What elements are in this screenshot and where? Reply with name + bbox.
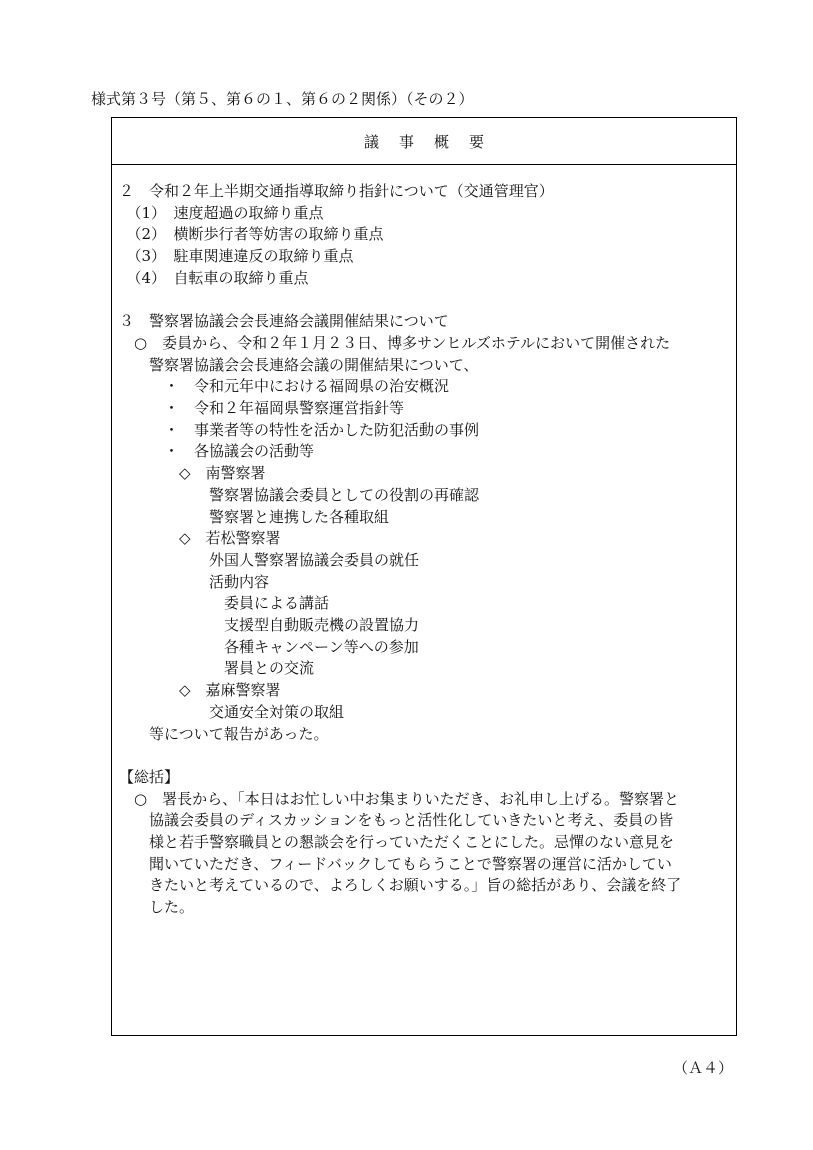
page-title: 議事概要: [363, 132, 504, 151]
summary-line: 署員との交流: [224, 659, 315, 678]
summary-line: 【総括】: [119, 767, 180, 786]
summary-line: 支援型自動販売機の設置協力: [224, 616, 420, 634]
summary-line: 委員による講話: [224, 594, 330, 613]
summary-line: （4） 自転車の取締り重点: [126, 268, 309, 287]
summary-line: ２ 令和２年上半期交通指導取締り指針について（交通管理官）: [119, 182, 554, 200]
paper-size-label: （Ａ４）: [672, 1059, 733, 1077]
summary-line: 等について報告があった。: [149, 724, 329, 743]
summary-line: 交通安全対策の取組: [209, 702, 345, 721]
summary-frame: [111, 117, 737, 1036]
summary-line: 活動内容: [209, 572, 270, 591]
summary-line: 様と若手警察職員との懇談会を行っていただくことにした。忌憚のない意見を: [149, 833, 675, 851]
summary-line: した。: [149, 898, 195, 917]
summary-line: 聞いていただき、フィードバックしてもらうことで警察署の運営に活かしてい: [149, 854, 672, 873]
summary-line: ◇ 南警察署: [179, 464, 266, 483]
summary-line: （1） 速度超過の取締り重点: [126, 203, 324, 222]
summary-line: ・ 令和２年福岡県警察運営指針等: [164, 399, 405, 417]
summary-line: （2） 横断歩行者等妨害の取締り重点: [126, 225, 384, 244]
summary-line: ・ 事業者等の特性を活かした防犯活動の事例: [164, 420, 480, 439]
summary-line: 外国人警察署協議会委員の就任: [209, 550, 420, 569]
summary-line: 警察署と連携した各種取組: [209, 507, 390, 526]
summary-line: 協議会委員のディスカッションをもっと活性化していきたいと考え、委員の皆: [149, 811, 674, 830]
summary-line: 警察署協議会委員としての役割の再確認: [209, 485, 480, 504]
summary-line: ◇ 嘉麻警察署: [179, 681, 281, 700]
summary-line: 各種キャンペーン等への参加: [224, 637, 419, 656]
summary-line: ○ 署長から、「本日はお忙しい中お集まりいただき、お礼申し上げる。警察署と: [134, 789, 679, 808]
summary-line: 警察署協議会会長連絡会議の開催結果について、: [149, 355, 479, 374]
summary-line: ・ 令和元年中における福岡県の治安概況: [164, 377, 450, 396]
summary-line: きたいと考えているので、よろしくお願いする。」旨の総括があり、会議を終了: [149, 876, 682, 895]
summary-line: ・ 各協議会の活動等: [164, 442, 315, 461]
summary-line: ○ 委員から、令和２年１月２３日、博多サンヒルズホテルにおいて開催された: [134, 333, 671, 352]
summary-line: （3） 駐車関連違反の取締り重点: [126, 247, 354, 266]
frame-title: [112, 118, 736, 165]
summary-line: ◇ 若松警察署: [179, 529, 281, 548]
form-label: 様式第３号（第５、第６の１、第６の２関係）（その２）: [91, 90, 474, 108]
summary-line: ３ 警察署協議会会長連絡会議開催結果について: [119, 312, 449, 331]
